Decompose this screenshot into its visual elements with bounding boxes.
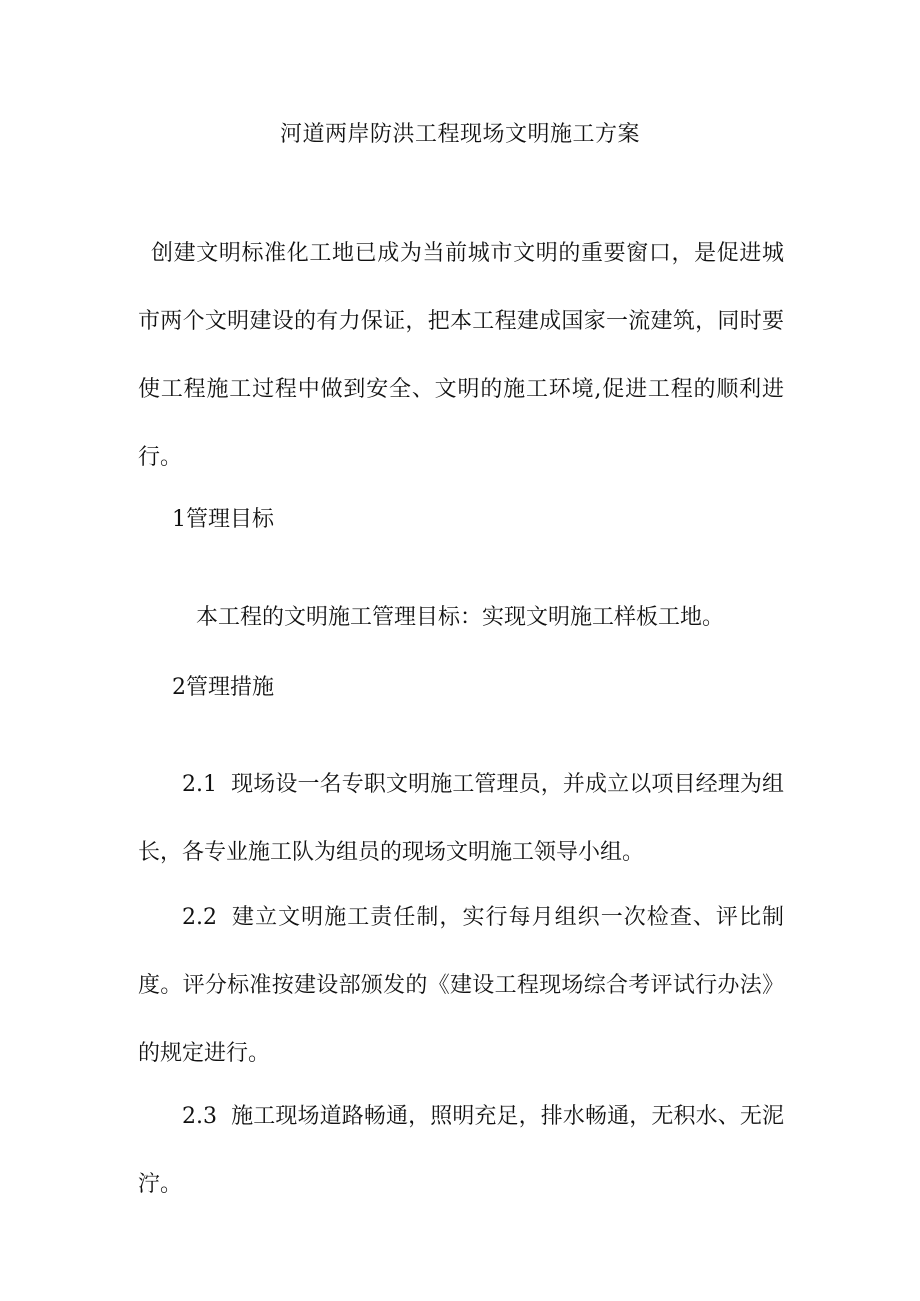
section-1-body: 本工程的文明施工管理目标：实现文明施工样板工地。 [196,605,725,630]
item-2-3 [138,1083,784,1219]
item-2-2 [138,884,784,1088]
item-2-3-number: 2.3 [182,1104,217,1129]
section-2-heading: 2管理措施 [172,675,274,700]
item-2-1-text: 现场设一名专职文明施工管理员，并成立以项目经理为组长，各专业施工队为组员的现场文明施工领导小组。 [138,772,784,865]
item-2-2-number: 2.2 [182,905,217,930]
item-2-1-number: 2.1 [182,772,217,797]
section-1-heading: 1管理目标 [172,507,274,532]
item-2-1 [138,751,784,887]
item-2-2-text: 建立文明施工责任制，实行每月组织一次检查、评比制度。评分标准按建设部颁发的《建设工程现场综合考评试行办法》的规定进行。 [138,905,784,1066]
document-title: 河道两岸防洪工程现场文明施工方案 [279,122,640,147]
item-2-3-text: 施工现场道路畅通，照明充足，排水畅通，无积水、无泥泞。 [138,1104,784,1197]
intro-paragraph: 创建文明标准化工地已成为当前城市文明的重要窗口，是促进城市两个文明建设的有力保证，把本工程建成国家一流建筑，同时要使工程施工过程中做到安全、文明的施工环境,促进工程的顺利进行。 [138,241,784,470]
